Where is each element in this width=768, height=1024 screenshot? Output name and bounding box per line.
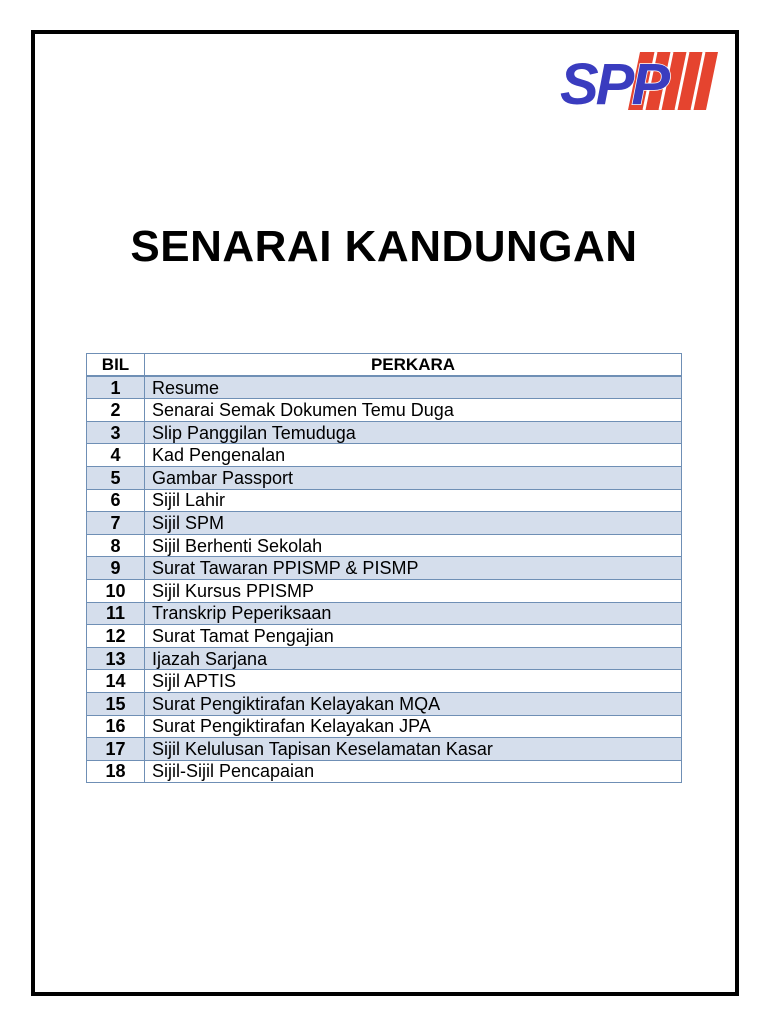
table-row	[87, 444, 682, 467]
row-bil: 1	[87, 376, 145, 399]
header-bil: BIL	[87, 354, 145, 377]
contents-table	[86, 353, 682, 783]
row-bil: 11	[87, 602, 145, 625]
row-perkara: Surat Pengiktirafan Kelayakan JPA	[145, 715, 682, 738]
row-bil: 15	[87, 692, 145, 715]
table-row	[87, 670, 682, 693]
row-perkara: Slip Panggilan Temuduga	[145, 421, 682, 444]
row-perkara: Senarai Semak Dokumen Temu Duga	[145, 399, 682, 422]
table-row	[87, 602, 682, 625]
table-row	[87, 466, 682, 489]
spp-logo-graphic	[558, 50, 718, 112]
page-title: SENARAI KANDUNGAN	[130, 222, 638, 271]
row-bil: 12	[87, 625, 145, 648]
row-bil: 18	[87, 760, 145, 783]
row-bil: 5	[87, 466, 145, 489]
table-header-row	[87, 354, 682, 377]
table-row	[87, 376, 682, 399]
row-bil: 10	[87, 579, 145, 602]
row-bil: 9	[87, 557, 145, 580]
table-row	[87, 738, 682, 761]
row-perkara: Surat Tamat Pengajian	[145, 625, 682, 648]
row-perkara: Sijil SPM	[145, 512, 682, 535]
row-perkara: Surat Pengiktirafan Kelayakan MQA	[145, 692, 682, 715]
table-row	[87, 625, 682, 648]
svg-text:SPP: SPP	[560, 52, 668, 112]
row-perkara: Gambar Passport	[145, 466, 682, 489]
row-perkara: Sijil APTIS	[145, 670, 682, 693]
row-bil: 13	[87, 647, 145, 670]
table-row	[87, 715, 682, 738]
row-perkara: Resume	[145, 376, 682, 399]
table-row	[87, 489, 682, 512]
spp-logo	[558, 50, 718, 112]
table-row	[87, 534, 682, 557]
row-bil: 14	[87, 670, 145, 693]
row-perkara: Kad Pengenalan	[145, 444, 682, 467]
row-perkara: Sijil Lahir	[145, 489, 682, 512]
table-row	[87, 421, 682, 444]
row-bil: 4	[87, 444, 145, 467]
row-bil: 17	[87, 738, 145, 761]
row-perkara: Ijazah Sarjana	[145, 647, 682, 670]
row-perkara: Sijil Kursus PPISMP	[145, 579, 682, 602]
row-perkara: Surat Tawaran PPISMP & PISMP	[145, 557, 682, 580]
row-bil: 3	[87, 421, 145, 444]
row-bil: 7	[87, 512, 145, 535]
row-perkara: Sijil Berhenti Sekolah	[145, 534, 682, 557]
table-row	[87, 692, 682, 715]
table-row	[87, 579, 682, 602]
row-perkara: Sijil-Sijil Pencapaian	[145, 760, 682, 783]
table-row	[87, 557, 682, 580]
row-bil: 16	[87, 715, 145, 738]
table-row	[87, 399, 682, 422]
table-row	[87, 512, 682, 535]
row-bil: 2	[87, 399, 145, 422]
row-bil: 6	[87, 489, 145, 512]
header-perkara: PERKARA	[145, 354, 682, 377]
row-perkara: Sijil Kelulusan Tapisan Keselamatan Kasar	[145, 738, 682, 761]
row-bil: 8	[87, 534, 145, 557]
table-row	[87, 760, 682, 783]
table-row	[87, 647, 682, 670]
row-perkara: Transkrip Peperiksaan	[145, 602, 682, 625]
